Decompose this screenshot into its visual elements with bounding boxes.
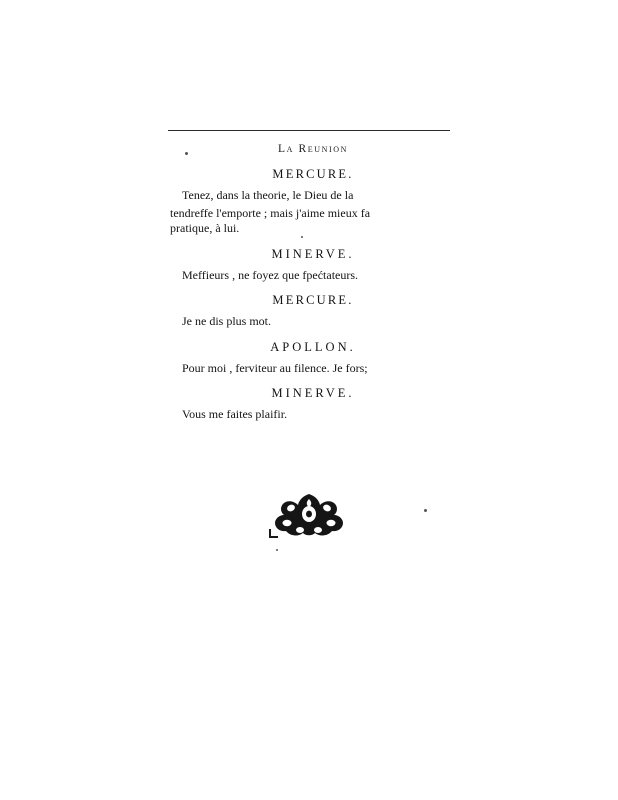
speech-block	[170, 340, 456, 377]
speaker-name: MINERVE.	[271, 386, 355, 400]
speech-line: Vous me faites plaifir.	[182, 407, 288, 421]
speech-block	[170, 293, 456, 330]
scan-speck	[424, 509, 427, 512]
speech-line: Pour moi , ferviteur au filence. Je fors;	[182, 360, 368, 375]
speech-line: tendreffe l'emporte ; mais j'aime mieux fa	[170, 205, 371, 220]
speech-line: pratique, à lui.	[170, 221, 240, 235]
speaker-name: MERCURE.	[272, 293, 354, 307]
speech-block	[170, 247, 456, 284]
speech-line: Tenez, dans la theorie, le Dieu de la	[182, 188, 354, 202]
speaker-name: MERCURE.	[272, 167, 354, 181]
speech-block	[170, 167, 456, 237]
running-head: La Reunion	[277, 143, 348, 155]
speaker-name: APOLLON.	[270, 339, 356, 354]
floral-printers-ornament-icon	[261, 488, 357, 540]
scan-speck	[276, 549, 278, 551]
speech-line: Je ne dis plus mot.	[182, 314, 271, 328]
speech-line: Meffieurs , ne foyez que fpećtateurs.	[182, 267, 359, 282]
header-rule	[168, 130, 450, 131]
page-text-block	[170, 143, 456, 425]
ornament-corner-mark	[269, 529, 278, 538]
speaker-name: MINERVE.	[271, 246, 355, 261]
speech-block	[170, 386, 456, 423]
